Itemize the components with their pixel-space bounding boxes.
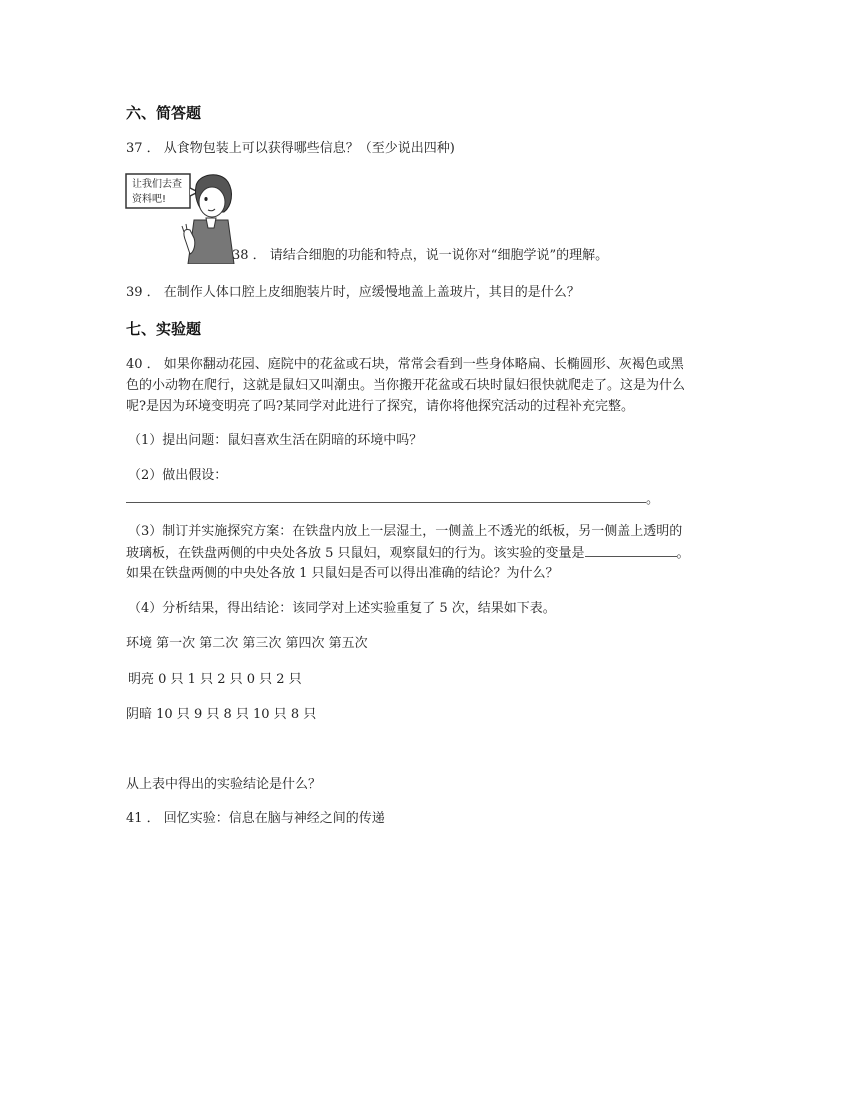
hypothesis-end-mark: 。	[646, 492, 660, 507]
question-39: 39 ． 在制作人体口腔上皮细胞装片时，应缓慢地盖上盖玻片，其目的是什么？	[126, 285, 580, 300]
question-41: 41 ． 回忆实验：信息在脑与神经之间的传递	[126, 811, 385, 826]
question-38: 38 ． 请结合细胞的功能和特点，说一说你对“细胞学说”的理解。	[232, 248, 609, 263]
speech-line-1: 让我们去查	[132, 179, 182, 190]
question-40-line-2: 色的小动物在爬行，这就是鼠妇又叫潮虫。当你搬开花盆或石块时鼠妇很快就爬走了。这是为什么	[126, 378, 686, 393]
part-1-question: （1）提出问题：鼠妇喜欢生活在阴暗的环境中吗？	[128, 433, 423, 448]
part-3-line-1: （3）制订并实施探究方案：在铁盘内放上一层湿土，一侧盖上不透光的纸板，另一侧盖上透明的	[128, 524, 683, 539]
question-40-line-3: 呢?是因为环境变明亮了吗?某同学对此进行了探究，请你将他探究活动的过程补充完整。	[126, 399, 634, 414]
part-3-line-3: 如果在铁盘两侧的中央处各放 1 只鼠妇是否可以得出准确的结论？为什么？	[126, 566, 559, 581]
part-3-line-2-wrap	[126, 542, 690, 564]
section-6-title: 六、简答题	[126, 104, 202, 122]
hypothesis-answer-line[interactable]	[126, 488, 659, 510]
section-7-title: 七、实验题	[126, 320, 202, 338]
variable-blank[interactable]	[585, 542, 677, 557]
table-row-header: 环境 第一次 第二次 第三次 第四次 第五次	[126, 636, 368, 651]
question-40-line-1: 40 ． 如果你翻动花园、庭院中的花盆或石块，常常会看到一些身体略扁、长椭圆形、灰褐色或黑	[126, 357, 684, 372]
boy-illustration	[124, 172, 236, 264]
question-37: 37 ． 从食物包装上可以获得哪些信息？（至少说出四种)	[126, 141, 455, 156]
speech-line-2: 资料吧!	[132, 194, 167, 205]
table-conclusion-question: 从上表中得出的实验结论是什么？	[126, 777, 322, 792]
boy-speech-image	[124, 172, 236, 264]
part-2-hypothesis-label: （2）做出假设：	[128, 468, 228, 483]
variable-end-mark: 。	[676, 546, 690, 561]
hypothesis-blank[interactable]	[126, 488, 646, 503]
table-row-bright: 明亮 0 只 1 只 2 只 0 只 2 只	[128, 672, 302, 687]
part-4-text: （4）分析结果，得出结论：该同学对上述实验重复了 5 次，结果如下表。	[128, 601, 556, 616]
table-row-dark: 阴暗 10 只 9 只 8 只 10 只 8 只	[126, 707, 317, 722]
part-3-line-2: 玻璃板，在铁盘两侧的中央处各放 5 只鼠妇，观察鼠妇的行为。该实验的变量是	[126, 546, 585, 561]
